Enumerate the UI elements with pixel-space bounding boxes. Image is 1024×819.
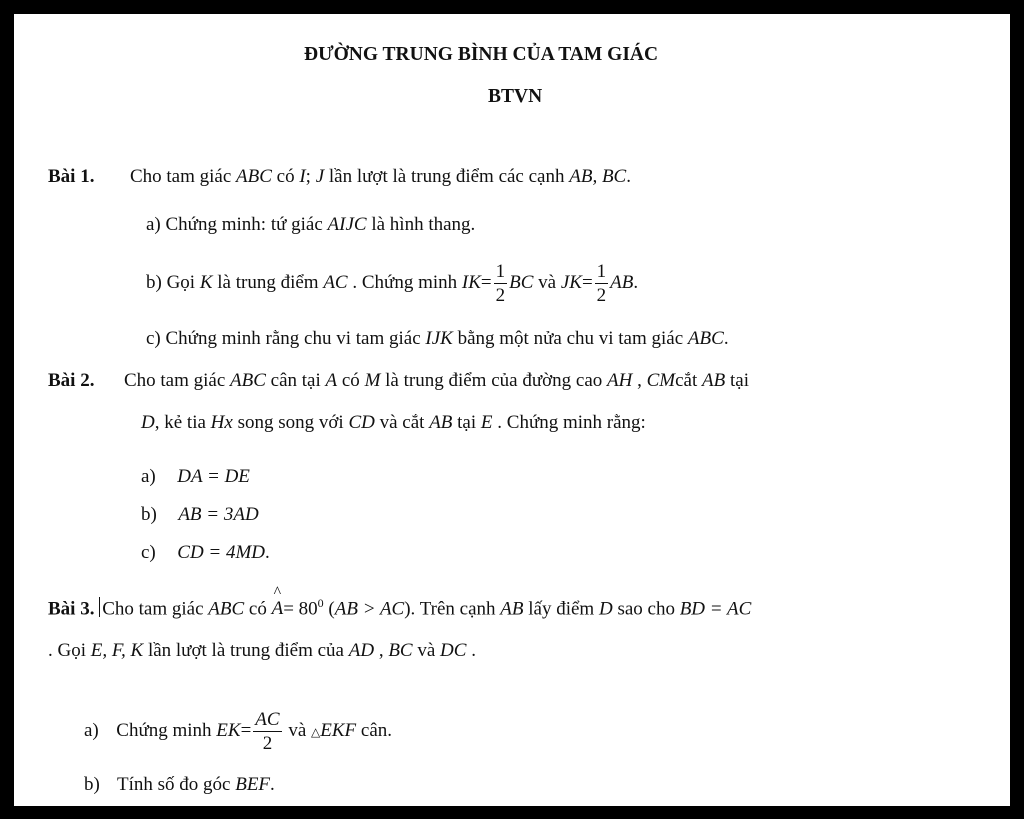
math: CD = 4MD: [177, 542, 266, 563]
math: AB: [702, 370, 726, 391]
text: có: [341, 370, 360, 391]
math: IJK: [425, 328, 453, 349]
text: sao cho: [617, 598, 675, 620]
text: là hình thang.: [371, 214, 476, 235]
bai1-line: [48, 166, 631, 188]
item-label: a): [84, 719, 99, 741]
text: a) Chứng minh: tứ giác: [146, 214, 323, 235]
bai2-line-1: [48, 370, 749, 392]
math: E: [480, 412, 493, 433]
math: JK: [560, 271, 582, 293]
text-cursor: [99, 597, 100, 617]
degree-superscript: 0: [317, 596, 324, 610]
text: và: [538, 271, 557, 293]
text: ;: [305, 166, 311, 187]
equals: =: [480, 271, 492, 293]
bai3-label: Bài 3.: [48, 598, 95, 620]
text: có: [248, 598, 267, 620]
math: DC: [440, 640, 467, 661]
math: AB, BC: [569, 166, 627, 187]
text: . Chứng minh: [352, 271, 458, 293]
text: Tính số đo góc: [117, 774, 231, 795]
text: cắt: [675, 370, 698, 391]
text: có: [276, 166, 295, 187]
text: Chứng minh: [116, 719, 212, 741]
text: b) Gọi: [146, 271, 196, 293]
text: .: [626, 166, 631, 187]
bai3-line-1: [48, 584, 752, 620]
item-label: b): [84, 774, 100, 795]
bai1-part-a: [146, 214, 475, 236]
text: và cắt: [379, 412, 425, 433]
fraction-denominator: 2: [596, 285, 607, 306]
bai2-part-a: [141, 466, 250, 488]
text: tại: [457, 412, 477, 433]
text: Cho tam giác: [102, 598, 204, 620]
math: EKF: [320, 719, 357, 741]
math: AB = 3AD: [178, 504, 259, 525]
math: ABC: [230, 370, 266, 391]
equals: =: [240, 719, 252, 741]
math: IK: [461, 271, 481, 293]
math: A: [325, 370, 338, 391]
item-label: c): [141, 542, 156, 563]
text: và: [288, 719, 307, 741]
page-subtitle: BTVN: [488, 86, 543, 107]
bai2-line-2: [141, 412, 646, 434]
math: AD: [348, 640, 375, 661]
fraction-one-half: [595, 262, 609, 305]
text: , kẻ tia: [154, 412, 206, 433]
text: cân tại: [270, 370, 321, 391]
math: AIJC: [327, 214, 367, 235]
text: tại: [729, 370, 749, 391]
fraction-numerator: 1: [495, 261, 506, 282]
math: AB: [610, 271, 634, 293]
text: .: [723, 328, 729, 349]
text: .: [471, 640, 476, 661]
math: BD = AC: [679, 598, 752, 620]
text: (: [328, 598, 335, 620]
fraction-denominator: 2: [262, 733, 273, 754]
text: là trung điểm: [217, 271, 319, 293]
bai3-line-2: [48, 640, 476, 662]
math: M: [364, 370, 381, 391]
text: và: [417, 640, 436, 661]
fraction-ac-over-2: [253, 710, 281, 753]
text: lấy điểm: [528, 598, 595, 620]
worksheet-page: [14, 14, 1010, 806]
item-label: b): [141, 504, 157, 525]
text: .: [633, 271, 639, 293]
math: J: [315, 166, 325, 187]
triangle-symbol: △: [311, 724, 321, 739]
text: c) Chứng minh rằng chu vi tam giác: [146, 328, 421, 349]
text: song song với: [237, 412, 344, 433]
math: CD: [348, 412, 375, 433]
text: là trung điểm của đường cao: [385, 370, 603, 391]
text: .: [270, 774, 275, 795]
angle-a: [271, 584, 284, 620]
text: ): [404, 598, 411, 620]
math: = 80: [283, 598, 318, 620]
math: ABC: [236, 166, 272, 187]
math: BC: [388, 640, 413, 661]
text: cân.: [360, 719, 393, 741]
math: AC: [323, 271, 348, 293]
page-title: ĐƯỜNG TRUNG BÌNH CỦA TAM GIÁC: [304, 44, 659, 65]
bai1-part-b: [146, 262, 638, 305]
text: lần lượt là trung điểm của: [147, 640, 344, 661]
bai2-part-c: [141, 542, 270, 564]
math: BC: [509, 271, 534, 293]
bai1-label: Bài 1.: [48, 166, 95, 187]
bai2-part-b: [141, 504, 259, 526]
text: ,: [378, 640, 384, 661]
bai3-part-b: [84, 774, 275, 796]
text: lần lượt là trung điểm các cạnh: [328, 166, 565, 187]
bai2-label: Bài 2.: [48, 370, 95, 391]
math: AH: [607, 370, 633, 391]
math: AB > AC: [334, 598, 405, 620]
math: A: [271, 598, 284, 620]
text: Cho tam giác: [123, 370, 226, 391]
hat-mark: ^: [273, 584, 282, 602]
math: E, F, K: [90, 640, 144, 661]
text: . Gọi: [48, 640, 86, 661]
fraction-denominator: 2: [495, 285, 506, 306]
math: CM: [646, 370, 676, 391]
equals: =: [581, 271, 593, 293]
text: .: [265, 542, 270, 563]
text: ,: [637, 370, 642, 391]
fraction-numerator: AC: [255, 709, 280, 730]
math: D: [598, 598, 613, 620]
bai1-part-c: [146, 328, 729, 350]
math: AB: [429, 412, 453, 433]
text: . Trên cạnh: [410, 598, 496, 620]
math: ABC: [687, 328, 724, 349]
math: Hx: [210, 412, 233, 433]
math: BEF: [235, 774, 271, 795]
math: AB: [500, 598, 524, 620]
math: ABC: [208, 598, 245, 620]
math: DA = DE: [177, 466, 250, 487]
math: I: [299, 166, 306, 187]
bai3-part-a: [84, 710, 392, 753]
fraction-one-half: [494, 262, 508, 305]
text: . Chứng minh rằng:: [497, 412, 646, 433]
item-label: a): [141, 466, 156, 487]
fraction-numerator: 1: [596, 261, 607, 282]
text: Cho tam giác: [129, 166, 232, 187]
math: D: [141, 412, 155, 433]
math: K: [199, 271, 213, 293]
math: EK: [216, 719, 241, 741]
text: bằng một nửa chu vi tam giác: [457, 328, 684, 349]
